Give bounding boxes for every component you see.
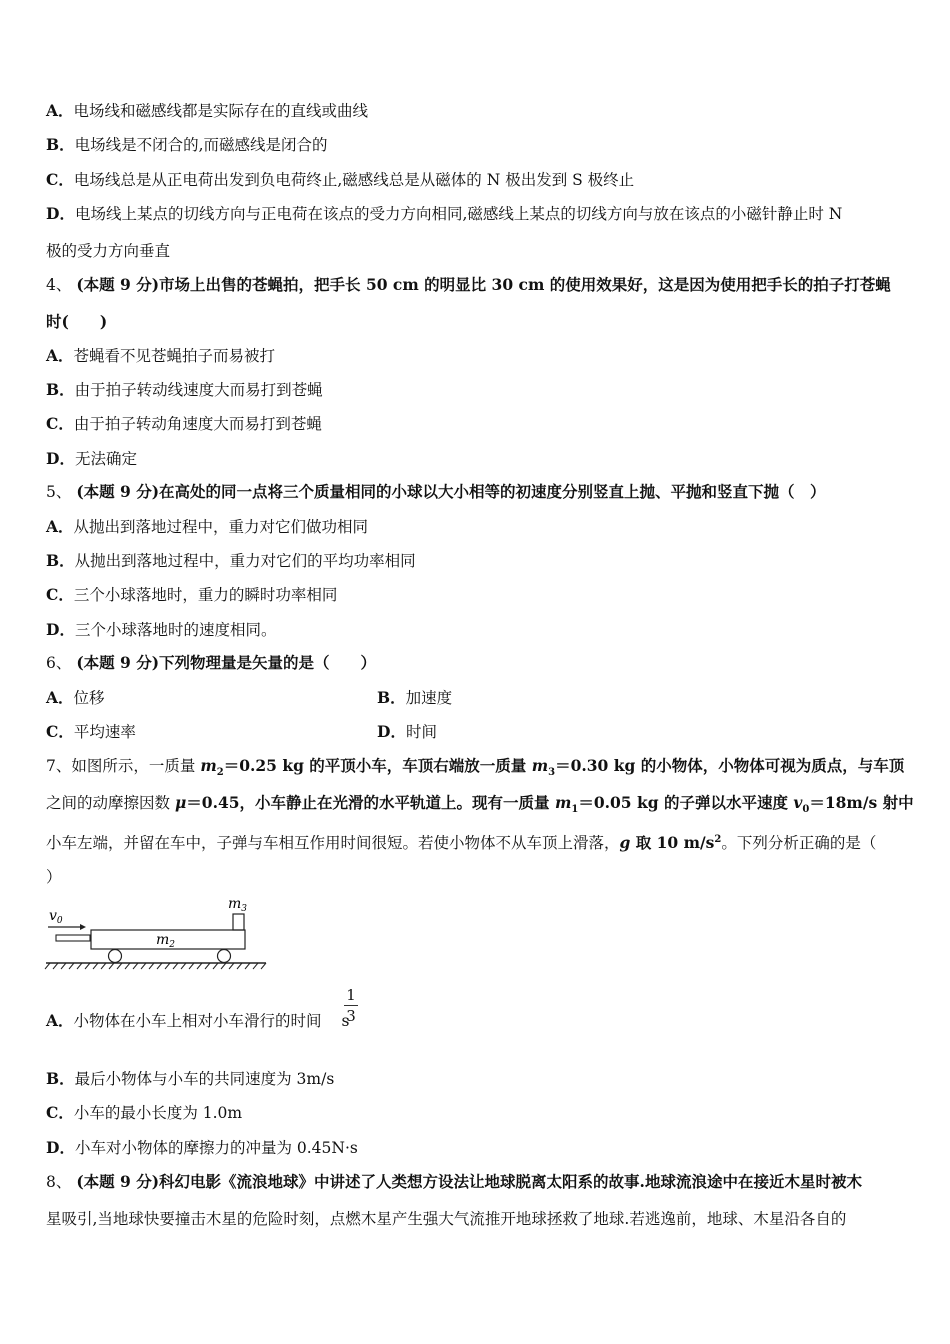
q7-stem-line3: 小车左端，并留在车中，子弹与车相互作用时间很短。若使小物体不从车顶上滑落，g 取 10 $m/s^2$。下列分析正确的是（ xyxy=(46,833,877,853)
velocity-arrowhead xyxy=(80,924,86,930)
m3-label: $m_3$ xyxy=(228,896,248,914)
q6-option-c: C．平均速率 xyxy=(46,722,136,741)
q5-stem: 5、 (本题 9 分)在高处的同一点将三个质量相同的小球以大小相等的初速度分别竖直上抛、平抛和竖直下抛（ ） xyxy=(46,482,826,501)
q6-options-row1 xyxy=(46,687,908,709)
q7-stem-line1: 7、如图所示，一质量 $m_2=0.25$ kg 的平顶小车，车顶右端放一质量 $m_3=0.30$ kg 的小物体，小物体可视为质点，与车顶 xyxy=(46,756,905,779)
q4-option-d: D．无法确定 xyxy=(46,449,137,468)
q6-stem: 6、 (本题 9 分)下列物理量是矢量的是（ ） xyxy=(46,653,377,672)
q5-option-a: A．从抛出到落地过程中，重力对它们做功相同 xyxy=(46,517,369,536)
fraction-bar xyxy=(344,1005,358,1006)
q6-option-d: D．时间 xyxy=(377,722,437,741)
left-wheel xyxy=(109,950,122,963)
q4-stem-cont: 时( ) xyxy=(46,312,108,331)
q3-option-c: C．电场线总是从正电荷出发到负电荷终止,磁感线总是从磁体的 N 极出发到 S 极终止 xyxy=(46,170,635,189)
q7-stem-line2: 之间的动摩擦因数 μ＝0.45，小车静止在光滑的水平轨道上。现有一质量 $m_1=0.05$ kg 的子弹以水平速度 $v_0=18m/s$ 射中 xyxy=(46,793,914,816)
ground-hatching xyxy=(45,963,266,969)
right-wheel xyxy=(218,950,231,963)
q6-options-row2 xyxy=(46,721,908,743)
q5-option-b: B．从抛出到落地过程中，重力对它们的平均功率相同 xyxy=(46,551,416,570)
q4-stem: 4、 (本题 9 分)市场上出售的苍蝇拍，把手长 50 cm 的明显比 30 cm 的使用效果好，这是因为使用把手长的拍子打苍蝇 xyxy=(46,275,891,294)
q7-option-b: B．最后小物体与小车的共同速度为 3m/s xyxy=(46,1069,335,1088)
q8-stem-cont: 星吸引,当地球快要撞击木星的危险时刻，点燃木星产生强大气流推开地球拯救了地球.若逃逸前，地球、木星沿各自的 xyxy=(46,1210,847,1228)
q6-option-b: B．加速度 xyxy=(377,688,453,707)
q5-option-c: C．三个小球落地时，重力的瞬时功率相同 xyxy=(46,585,338,604)
q3-option-d-cont: 极的受力方向垂直 xyxy=(46,242,171,260)
q7-option-a: A．小物体在小车上相对小车滑行的时间 s xyxy=(46,1011,350,1030)
v0-label: $v_0$ xyxy=(49,908,63,926)
small-block xyxy=(233,914,244,930)
m2-label: $m_2$ xyxy=(156,932,176,950)
q7-option-d: D．小车对小物体的摩擦力的冲量为 0.45N·s xyxy=(46,1138,358,1157)
q7-stem-line4: ） xyxy=(46,868,62,886)
q7-option-c: C．小车的最小长度为 1.0m xyxy=(46,1103,243,1122)
fraction-one-third: 1 3 xyxy=(344,986,358,1025)
q4-option-c: C．由于拍子转动角速度大而易打到苍蝇 xyxy=(46,414,322,433)
cart-diagram xyxy=(44,896,270,972)
q3-option-d: D．电场线上某点的切线方向与正电荷在该点的受力方向相同,磁感线上某点的切线方向与放在该点的小磁针静止时 N xyxy=(46,204,843,223)
q8-stem: 8、 (本题 9 分)科幻电影《流浪地球》中讲述了人类想方设法让地球脱离太阳系的故事.地球流浪途中在接近木星时被木 xyxy=(46,1172,862,1191)
q6-option-a: A．位移 xyxy=(46,688,105,707)
q3-option-a: A．电场线和磁感线都是实际存在的直线或曲线 xyxy=(46,101,369,120)
q4-option-a: A．苍蝇看不见苍蝇拍子而易被打 xyxy=(46,346,276,365)
bullet xyxy=(56,935,90,941)
q5-option-d: D．三个小球落地时的速度相同。 xyxy=(46,620,277,639)
q4-option-b: B．由于拍子转动线速度大而易打到苍蝇 xyxy=(46,380,323,399)
q3-option-b: B．电场线是不闭合的,而磁感线是闭合的 xyxy=(46,135,328,154)
